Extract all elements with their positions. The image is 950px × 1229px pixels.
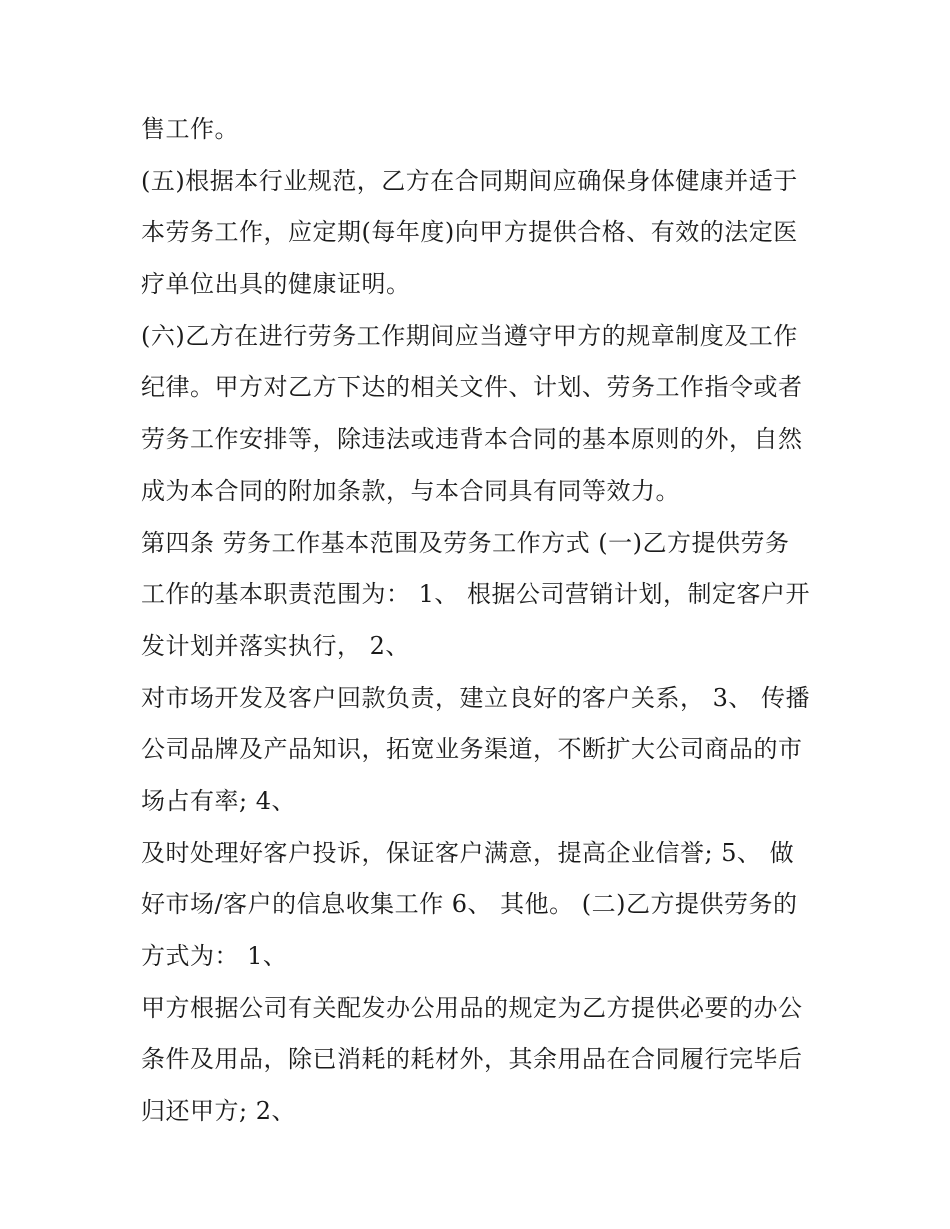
text-line: 方式为： 1、 bbox=[141, 942, 288, 970]
text-line: 工作的基本职责范围为： 1、 根据公司营销计划，制定客户开 bbox=[141, 580, 811, 609]
text-line: 场占有率; 4、 bbox=[141, 786, 296, 815]
text-line: 条件及用品，除已消耗的耗材外，其余用品在合同履行完毕后 bbox=[141, 1045, 803, 1074]
text-line: 及时处理好客户投诉，保证客户满意，提高企业信誉; 5、 做 bbox=[141, 838, 795, 867]
text-line: 纪律。甲方对乙方下达的相关文件、计划、劳务工作指令或者 bbox=[141, 373, 803, 402]
text-line: 售工作。 bbox=[141, 115, 239, 143]
text-line: 本劳务工作，应定期(每年度)向甲方提供合格、有效的法定医 bbox=[141, 218, 798, 247]
text-line: 甲方根据公司有关配发办公用品的规定为乙方提供必要的办公 bbox=[141, 993, 803, 1022]
text-line: (五)根据本行业规范，乙方在合同期间应确保身体健康并适于 bbox=[141, 166, 798, 195]
text-line: 疗单位出具的健康证明。 bbox=[141, 270, 411, 299]
text-line: 第四条 劳务工作基本范围及劳务工作方式 (一)乙方提供劳务 bbox=[141, 528, 790, 557]
contract-text-body bbox=[141, 108, 821, 1142]
text-line: 归还甲方; 2、 bbox=[141, 1097, 296, 1126]
text-line: 成为本合同的附加条款，与本合同具有同等效力。 bbox=[141, 476, 680, 505]
text-line: 对市场开发及客户回款负责，建立良好的客户关系， 3、 传播 bbox=[141, 683, 811, 712]
text-line: 劳务工作安排等，除违法或违背本合同的基本原则的外，自然 bbox=[141, 425, 803, 454]
text-line: 发计划并落实执行， 2、 bbox=[141, 631, 410, 660]
text-line: (六)乙方在进行劳务工作期间应当遵守甲方的规章制度及工作 bbox=[141, 321, 798, 350]
text-line: 好市场/客户的信息收集工作 6、 其他。 (二)乙方提供劳务的 bbox=[141, 890, 798, 919]
text-line: 公司品牌及产品知识，拓宽业务渠道，不断扩大公司商品的市 bbox=[141, 735, 803, 764]
